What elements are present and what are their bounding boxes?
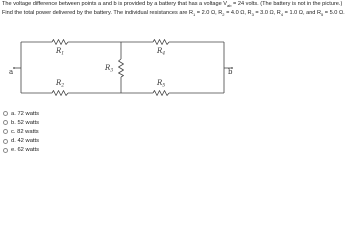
terminal-a-dot bbox=[13, 67, 15, 69]
r2-label: $R_2$ bbox=[56, 79, 65, 89]
node-a-label: a bbox=[9, 68, 14, 76]
option-e[interactable] bbox=[3, 146, 39, 155]
r4-label: $R_4$ bbox=[157, 47, 166, 57]
question-line-1: The voltage difference between points a and b is provided by a battery that has a voltage $V_{ab} = 24$ volts. (The battery is not in the picture.) bbox=[2, 1, 343, 9]
r1-label: $R_1$ bbox=[56, 47, 65, 57]
resistor-r3 bbox=[119, 59, 124, 77]
resistor-r5 bbox=[153, 91, 169, 96]
option-e-label: e. 62 watts bbox=[11, 147, 40, 154]
option-d-radio[interactable] bbox=[3, 139, 8, 144]
option-b-radio[interactable] bbox=[3, 120, 8, 125]
option-c-radio[interactable] bbox=[3, 129, 8, 134]
resistor-r2 bbox=[52, 91, 68, 96]
resistor-r4 bbox=[153, 40, 169, 45]
answer-options bbox=[3, 109, 39, 155]
option-b[interactable] bbox=[3, 118, 39, 127]
resistor-r1 bbox=[52, 40, 68, 45]
option-e-radio[interactable] bbox=[3, 148, 8, 153]
option-d[interactable] bbox=[3, 137, 39, 146]
option-a-radio[interactable] bbox=[3, 111, 8, 116]
option-d-label: d. 42 watts bbox=[11, 138, 40, 145]
circuit-wires bbox=[14, 42, 232, 93]
option-c-label: c. 82 watts bbox=[11, 128, 39, 135]
circuit-diagram bbox=[0, 0, 350, 110]
r5-label: $R_5$ bbox=[157, 79, 166, 89]
node-b-label: b bbox=[228, 68, 233, 76]
option-b-label: b. 52 watts bbox=[11, 119, 40, 126]
option-c[interactable] bbox=[3, 127, 39, 136]
option-a[interactable] bbox=[3, 109, 39, 118]
option-a-label: a. 72 watts bbox=[11, 110, 40, 117]
question-line-2: Find the total power delivered by the battery. The individual resistances are $R_1 = 2.0$ Ω, $R_2 = 4.0$ Ω, $R_3 = 3.0$ Ω, $R_4 = 1.0$ Ω, and $R_5 = 5.0$ Ω. bbox=[2, 10, 345, 18]
r3-label: $R_3$ bbox=[105, 64, 114, 74]
